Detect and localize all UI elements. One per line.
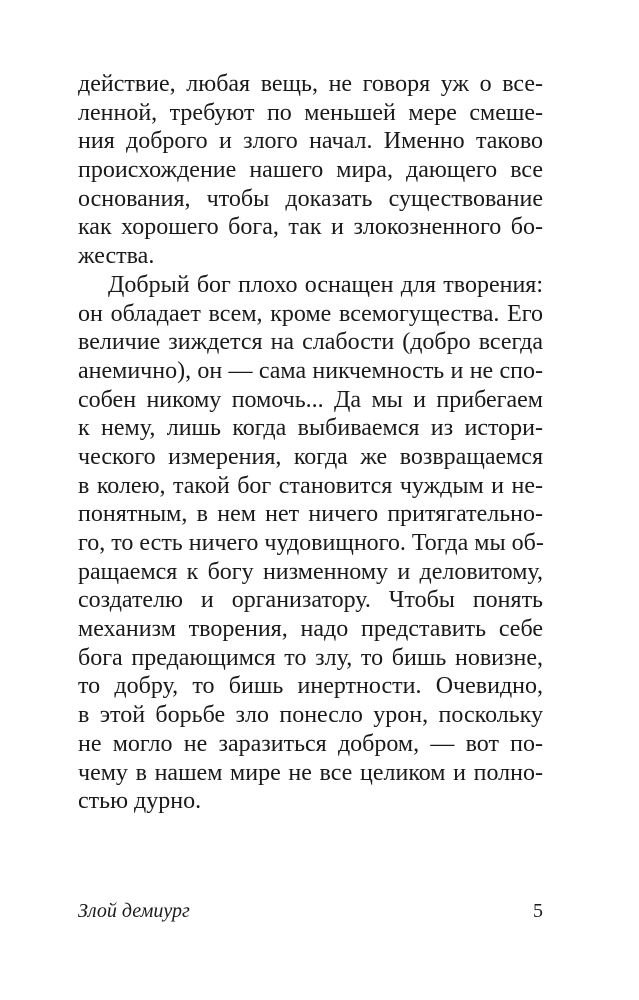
text-line: не могло не заразиться добром, — вот по-: [78, 730, 543, 757]
text-line: к нему, лишь когда выбиваемся из истори-: [78, 415, 543, 442]
text-line: ческого измерения, когда же возвращаемся: [78, 443, 543, 470]
text-line: в колею, такой бог становится чуждым и не-: [78, 472, 543, 499]
text-line: ращаемся к богу низменному и деловитому,: [78, 558, 543, 585]
text-line: жества.: [78, 243, 155, 270]
text-line: действие, любая вещь, не говоря уж о все-: [78, 71, 543, 97]
running-title: Злой демиург: [78, 900, 190, 922]
text-line: понятным, в нем нет ничего притягательно-: [78, 501, 543, 528]
text-line: чему в нашем мире не все целиком и полно-: [78, 759, 543, 786]
page-number: 5: [533, 900, 543, 922]
text-line: собен никому помочь... Да мы и прибегаем: [78, 386, 543, 413]
text-line: анемично), он — сама никчемность и не спо-: [78, 357, 543, 384]
text-line: в этой борьбе зло понесло урон, поскольку: [78, 702, 543, 729]
page-footer: [78, 900, 543, 923]
text-line: бога предающимся то злу, то бишь новизне,: [78, 644, 543, 671]
text-line: ленной, требуют по меньшей мере смеше-: [78, 99, 543, 126]
page-body: [78, 70, 543, 816]
text-line: стью дурно.: [78, 788, 202, 815]
text-line: как хорошего бога, так и злокозненного бо-: [78, 214, 543, 241]
text-line: происхождение нашего мира, дающего все: [78, 157, 543, 184]
text-line: механизм творения, надо представить себе: [78, 616, 543, 643]
text-line: основания, чтобы доказать существование: [78, 185, 543, 212]
text-line: он обладает всем, кроме всемогущества. Его: [78, 300, 543, 327]
paragraph: [78, 70, 543, 271]
text-line: Добрый бог плохо оснащен для творения:: [108, 271, 543, 298]
text-line: величие зиждется на слабости (добро всегда: [78, 329, 543, 356]
text-line: го, то есть ничего чудовищного. Тогда мы об-: [78, 530, 544, 556]
paragraph: [78, 271, 543, 816]
text-line: то добру, то бишь инертности. Очевидно,: [78, 673, 543, 700]
text-line: ния доброго и злого начал. Именно таково: [78, 128, 543, 155]
text-line: создателю и организатору. Чтобы понять: [78, 587, 543, 614]
